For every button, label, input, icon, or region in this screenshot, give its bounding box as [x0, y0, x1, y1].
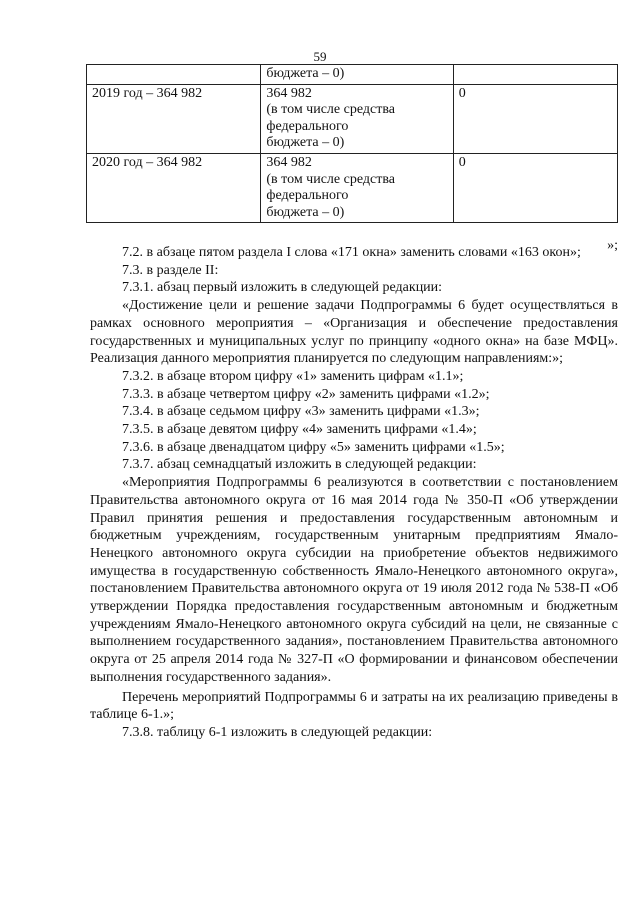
paragraph-7-3-5: 7.3.5. в абзаце девятом цифру «4» заменить цифрами «1.4»; [122, 422, 477, 438]
cell-line: бюджета – 0) [266, 66, 345, 81]
table-cell-year [87, 65, 261, 85]
table-cell-extra: 0 [453, 84, 617, 153]
table-row [87, 153, 618, 222]
page-number: 59 [313, 49, 327, 64]
paragraph-7-3-4: 7.3.4. в абзаце седьмом цифру «3» заменить цифрами «1.3»; [122, 404, 480, 420]
paragraph-7-3: 7.3. в разделе II: [122, 262, 219, 278]
paragraph-7-3-3: 7.3.3. в абзаце четвертом цифру «2» заменить цифрами «1.2»; [122, 386, 490, 402]
table-cell-amount [261, 153, 453, 222]
table-row [87, 84, 618, 153]
cell-line: (в том числе средства [266, 102, 395, 118]
cell-line: 364 982 [266, 154, 312, 170]
paragraph-7-3-2: 7.3.2. в абзаце втором цифру «1» заменить цифрам «1.1»; [122, 368, 464, 384]
paragraph-7-2: 7.2. в абзаце пятом раздела I слова «171 окна» заменить словами «163 окон»; [122, 245, 581, 260]
budget-table [86, 64, 618, 223]
paragraph-quote-measures: «Мероприятия Подпрограммы 6 реализуются в соответствии с постановлением Правительства автономного округа от 16 мая 2014 года № 350-П «Об утверждении Правил принятия решения и предоставления государственным автономным и бюджетным учреждениям, государственным унитарным предприятиям Ямало-Ненецкого автономного округа субсидии на приобретение объектов недвижимого имущества в государственную собственность Ямало-Ненецкого автономного округа», постановлением Правительства автономного округа от 19 июля 2012 года № 538-П «Об утверждении Порядка предоставления государственным автономным и бюджетным учреждениям Ямало-Ненецкого автономного округа субсидий на цели, не связанные с выполнением государственного задания», постановлением Правительства автономного округа от 25 апреля 2014 года № 327-П «О формировании и финансовом обеспечении выполнения государственного задания». [90, 475, 618, 685]
table-cell-extra: 0 [453, 153, 617, 222]
cell-line: бюджета – 0) [266, 204, 345, 220]
table-cell-extra [453, 65, 617, 85]
closing-quote: »; [607, 238, 618, 253]
document-body [90, 244, 618, 742]
cell-line: федерального [266, 118, 349, 134]
paragraph-measures-list: Перечень мероприятий Подпрограммы 6 и затраты на их реализацию приведены в таблице 6-1.»; [90, 689, 618, 723]
cell-line: (в том числе средства [266, 171, 395, 187]
table-cell-amount [261, 65, 453, 85]
table-cell-amount [261, 84, 453, 153]
paragraph-7-3-7: 7.3.7. абзац семнадцатый изложить в следующей редакции: [122, 457, 477, 473]
cell-line: 364 982 [266, 85, 312, 101]
table-cell-year: 2020 год – 364 982 [87, 153, 261, 222]
cell-line: федерального [266, 188, 349, 204]
paragraph-quote-achievement: «Достижение цели и решение задачи Подпрограммы 6 будет осуществляться в рамках основного мероприятия – «Организация и обеспечение предоставления государственных и муниципальных услуг по принципу «одного окна» на базе МФЦ». Реализация данного мероприятия планируется по следующим направлениям:»; [90, 298, 618, 367]
paragraph-7-3-1: 7.3.1. абзац первый изложить в следующей редакции: [122, 280, 443, 296]
paragraph-7-3-8: 7.3.8. таблицу 6-1 изложить в следующей редакции: [122, 724, 433, 740]
table-cell-year: 2019 год – 364 982 [87, 84, 261, 153]
paragraph-7-3-6: 7.3.6. в абзаце двенадцатом цифру «5» заменить цифрами «1.5»; [122, 439, 505, 455]
cell-line: бюджета – 0) [266, 135, 345, 151]
table-row [87, 65, 618, 85]
